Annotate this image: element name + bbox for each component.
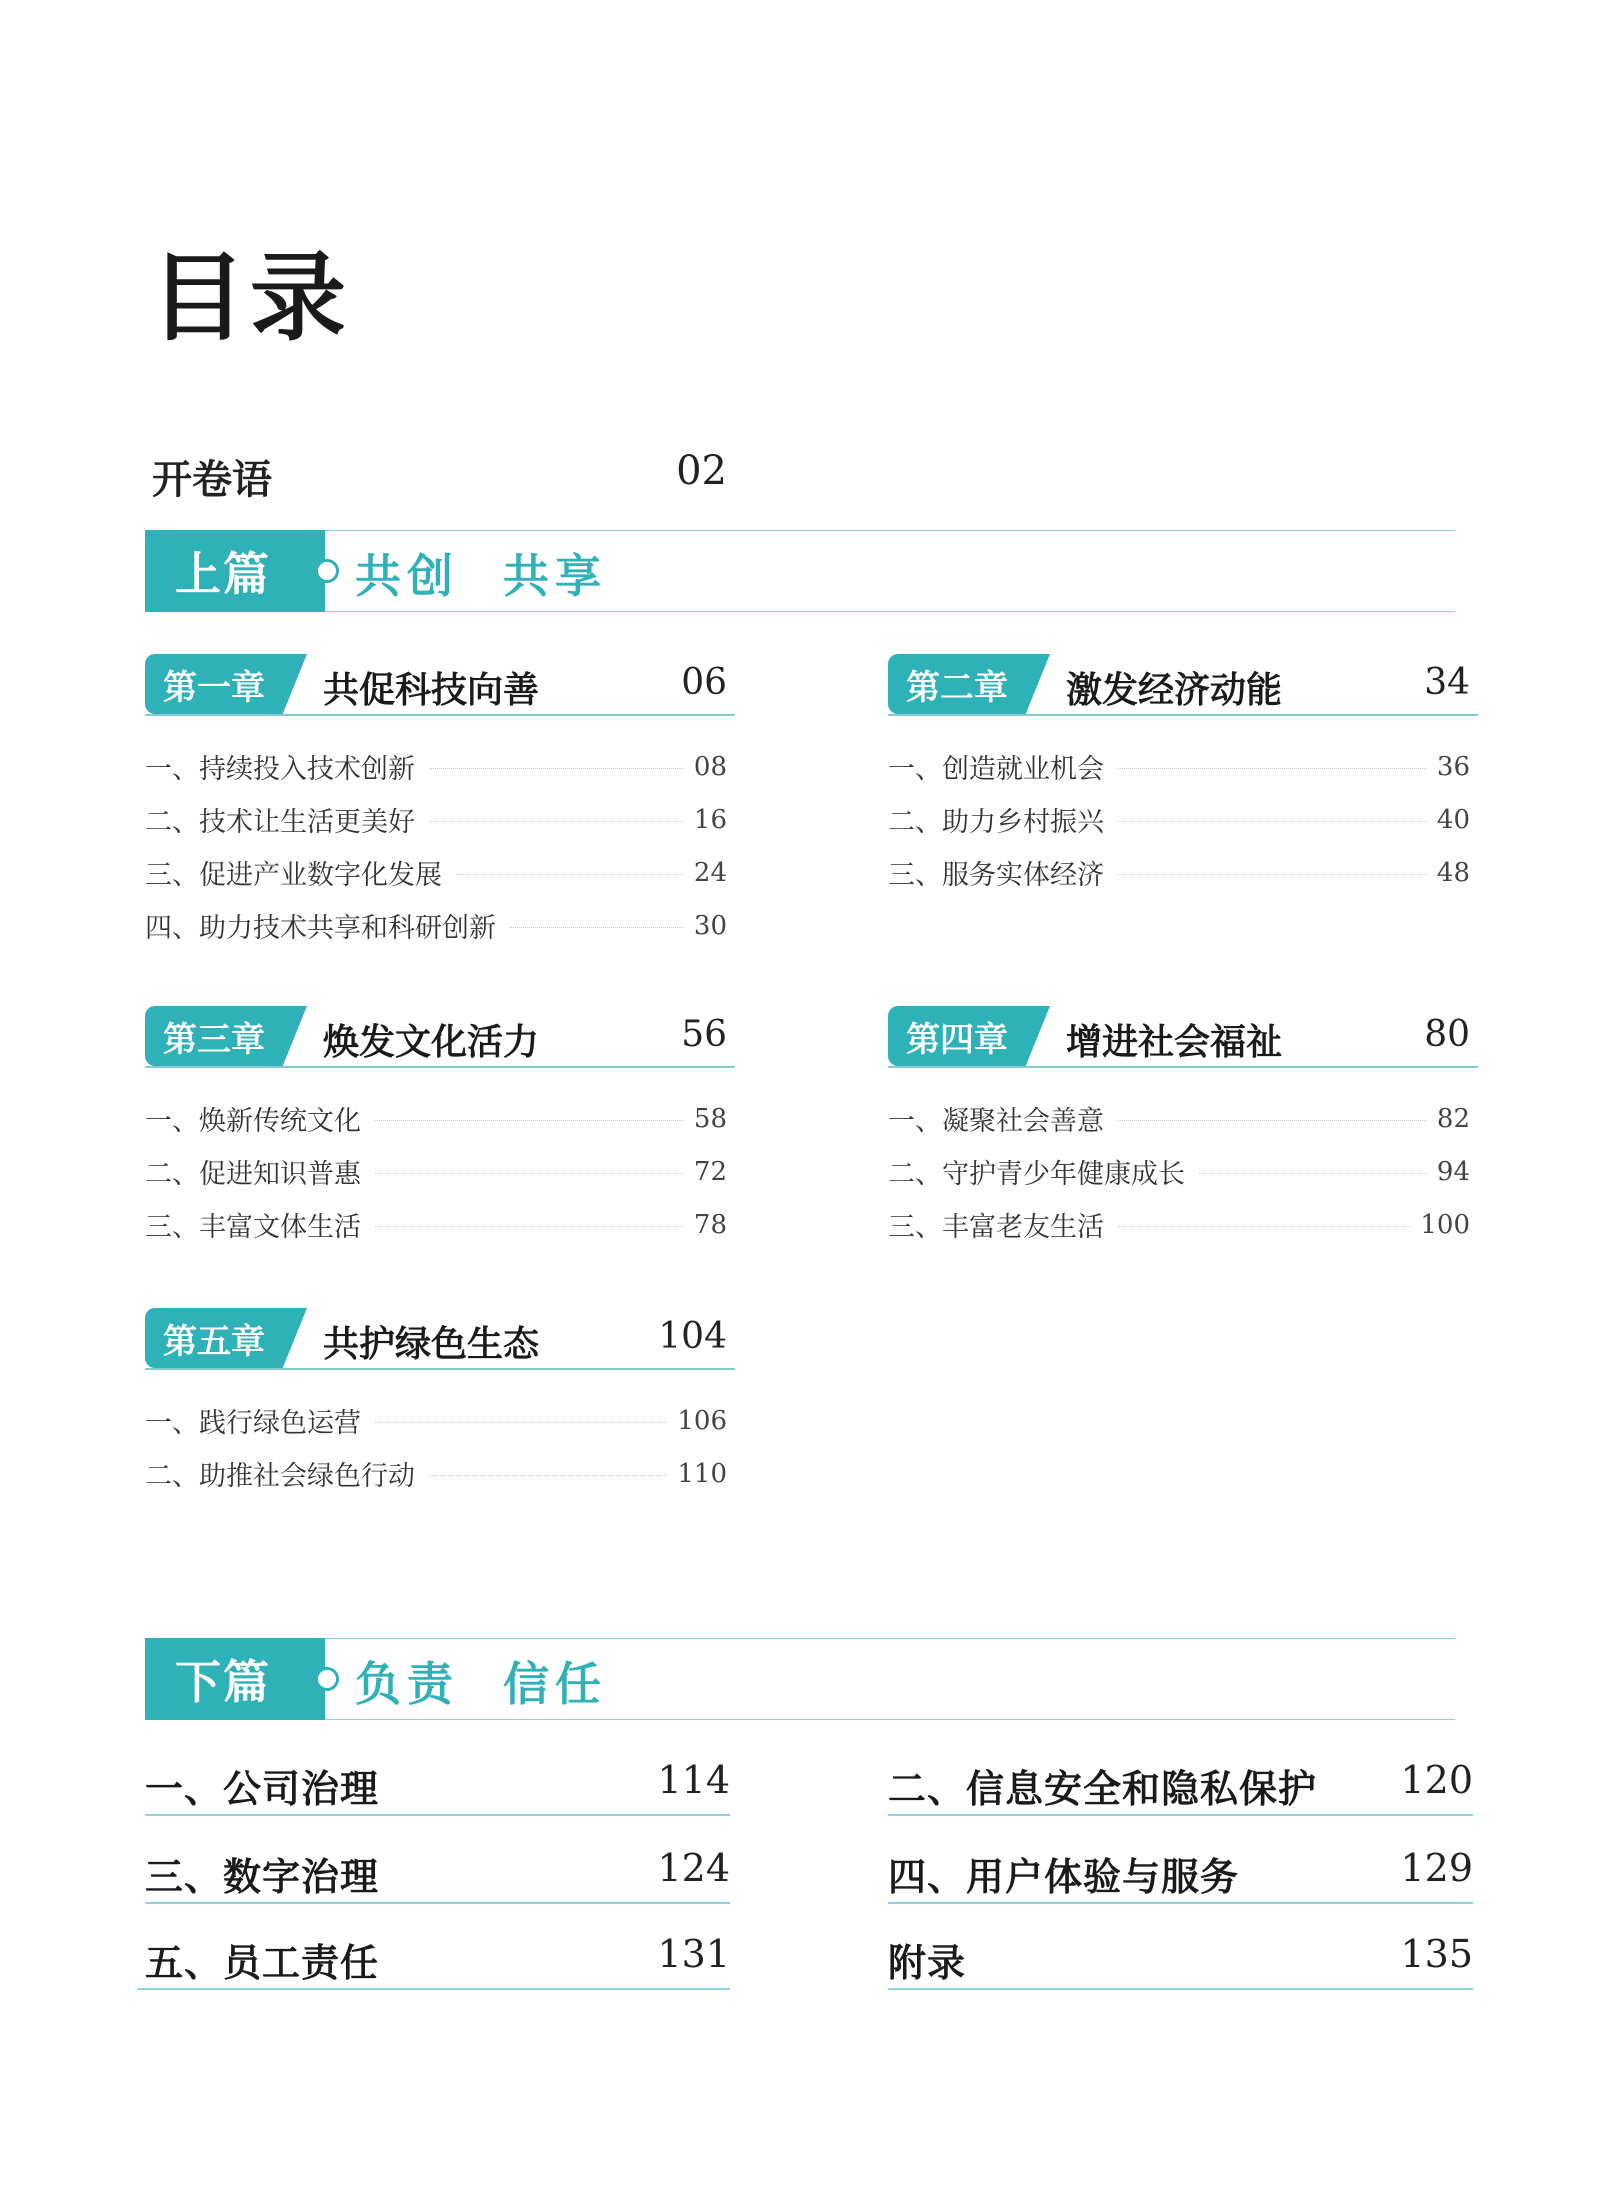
chapter-tag-label: 第二章 [906,668,1008,708]
list-item[interactable] [888,1145,1478,1198]
item-label: 三、丰富老友生活 [888,1212,1104,1243]
entry-label: 五、员工责任 [145,1940,380,1985]
item-page-number: 40 [1436,804,1470,835]
list-item[interactable] [145,1145,735,1198]
list-item[interactable] [145,793,735,846]
item-label: 一、践行绿色运营 [145,1408,361,1439]
item-label: 一、创造就业机会 [888,754,1104,785]
item-page-number: 48 [1436,857,1470,888]
item-label: 二、助推社会绿色行动 [145,1461,415,1492]
entry-page-number: 129 [1400,1846,1473,1890]
entry-page-number: 124 [657,1846,730,1890]
list-item[interactable] [145,899,735,952]
item-page-number: 78 [693,1209,727,1240]
chapter-underline [145,1368,735,1370]
item-label: 三、促进产业数字化发展 [145,860,442,891]
item-label: 四、助力技术共享和科研创新 [145,913,496,944]
list-item[interactable] [888,740,1478,793]
item-page-number: 08 [693,751,727,782]
entry-label: 四、用户体验与服务 [888,1854,1240,1899]
list-item[interactable] [888,1198,1478,1251]
chapter-1[interactable] [145,654,735,952]
dot-leader [375,1173,684,1174]
list-item[interactable] [145,1394,735,1447]
item-label: 二、促进知识普惠 [145,1159,361,1190]
entry-label: 附录 [888,1940,967,1985]
chapter-title: 共护绿色生态 [323,1323,540,1365]
dot-leader [1118,821,1427,822]
page-title: 目录 [150,241,350,354]
circle-bullet-icon [315,559,339,583]
chapter-header [888,1006,1478,1072]
dot-leader [456,874,684,875]
chapter-5[interactable] [145,1308,735,1500]
chapter-header [145,1006,735,1072]
part1-banner [145,530,1455,612]
chapter-4[interactable] [888,1006,1478,1251]
chapter-page-number: 80 [1424,1014,1470,1055]
chapter-underline [145,1066,735,1068]
toc-entry[interactable] [888,1838,1473,1904]
list-item[interactable] [145,1447,735,1500]
chapter-title: 激发经济动能 [1066,669,1283,711]
item-label: 三、丰富文体生活 [145,1212,361,1243]
dot-leader [1118,768,1427,769]
item-label: 三、服务实体经济 [888,860,1104,891]
chapter-underline [888,714,1478,716]
toc-entry[interactable] [137,1924,730,1990]
item-page-number: 36 [1436,751,1470,782]
dot-leader [429,768,684,769]
list-item[interactable] [145,1198,735,1251]
dot-leader [1118,1120,1427,1121]
circle-bullet-icon [315,1667,339,1691]
chapter-tag-label: 第三章 [163,1020,265,1060]
list-item[interactable] [145,1092,735,1145]
toc-entry[interactable] [145,1838,730,1904]
dot-leader [429,821,684,822]
chapter-header [888,654,1478,720]
item-label: 二、技术让生活更美好 [145,807,415,838]
intro-label: 开卷语 [152,456,272,503]
item-label: 一、焕新传统文化 [145,1106,361,1137]
entry-page-number: 120 [1400,1758,1473,1802]
chapter-title: 焕发文化活力 [323,1021,540,1063]
chapter-underline [888,1066,1478,1068]
item-page-number: 110 [677,1458,727,1489]
intro-page-number: 02 [676,448,727,494]
item-page-number: 94 [1436,1156,1470,1187]
dot-leader [1199,1173,1427,1174]
list-item[interactable] [145,740,735,793]
dot-leader [510,927,684,928]
item-page-number: 82 [1436,1103,1470,1134]
item-label: 二、助力乡村振兴 [888,807,1104,838]
item-label: 一、持续投入技术创新 [145,754,415,785]
item-page-number: 58 [693,1103,727,1134]
list-item[interactable] [888,1092,1478,1145]
item-label: 一、凝聚社会善意 [888,1106,1104,1137]
dot-leader [1118,874,1427,875]
item-page-number: 106 [677,1405,727,1436]
part2-banner [145,1638,1455,1720]
chapter-page-number: 34 [1424,662,1470,703]
banner-line [145,530,1455,531]
item-page-number: 24 [693,857,727,888]
part1-title: 共创 共享 [355,549,608,603]
dot-leader [1118,1226,1410,1227]
dot-leader [375,1422,667,1423]
chapter-2[interactable] [888,654,1478,899]
part1-tag: 上篇 [145,530,325,612]
chapter-page-number: 56 [681,1014,727,1055]
toc-entry[interactable] [145,1750,730,1816]
list-item[interactable] [888,793,1478,846]
part2-title: 负责 信任 [355,1657,608,1711]
item-page-number: 30 [693,910,727,941]
dot-leader [375,1120,684,1121]
chapter-tag-label: 第五章 [163,1322,265,1362]
banner-line [145,1719,1455,1720]
chapter-underline [145,714,735,716]
chapter-header [145,654,735,720]
item-label: 二、守护青少年健康成长 [888,1159,1185,1190]
item-page-number: 72 [693,1156,727,1187]
chapter-page-number: 06 [681,662,727,703]
dot-leader [375,1226,684,1227]
chapter-tag-label: 第一章 [163,668,265,708]
toc-entry-intro[interactable] [152,440,727,503]
entry-page-number: 114 [657,1758,730,1802]
chapter-3[interactable] [145,1006,735,1251]
chapter-title: 增进社会福祉 [1066,1021,1283,1063]
chapter-page-number: 104 [658,1316,727,1357]
list-item[interactable] [888,846,1478,899]
entry-label: 一、公司治理 [145,1766,380,1811]
part2-tag: 下篇 [145,1638,325,1720]
toc-entry[interactable] [888,1924,1473,1990]
banner-line [145,611,1455,612]
item-page-number: 16 [693,804,727,835]
banner-line [145,1638,1455,1639]
chapter-tag-label: 第四章 [906,1020,1008,1060]
toc-entry[interactable] [888,1750,1473,1816]
item-page-number: 100 [1420,1209,1470,1240]
chapter-header [145,1308,735,1374]
dot-leader [429,1475,667,1476]
entry-page-number: 131 [657,1932,730,1976]
entry-label: 二、信息安全和隐私保护 [888,1766,1318,1811]
entry-label: 三、数字治理 [145,1854,380,1899]
list-item[interactable] [145,846,735,899]
entry-page-number: 135 [1400,1932,1473,1976]
chapter-title: 共促科技向善 [323,669,540,711]
